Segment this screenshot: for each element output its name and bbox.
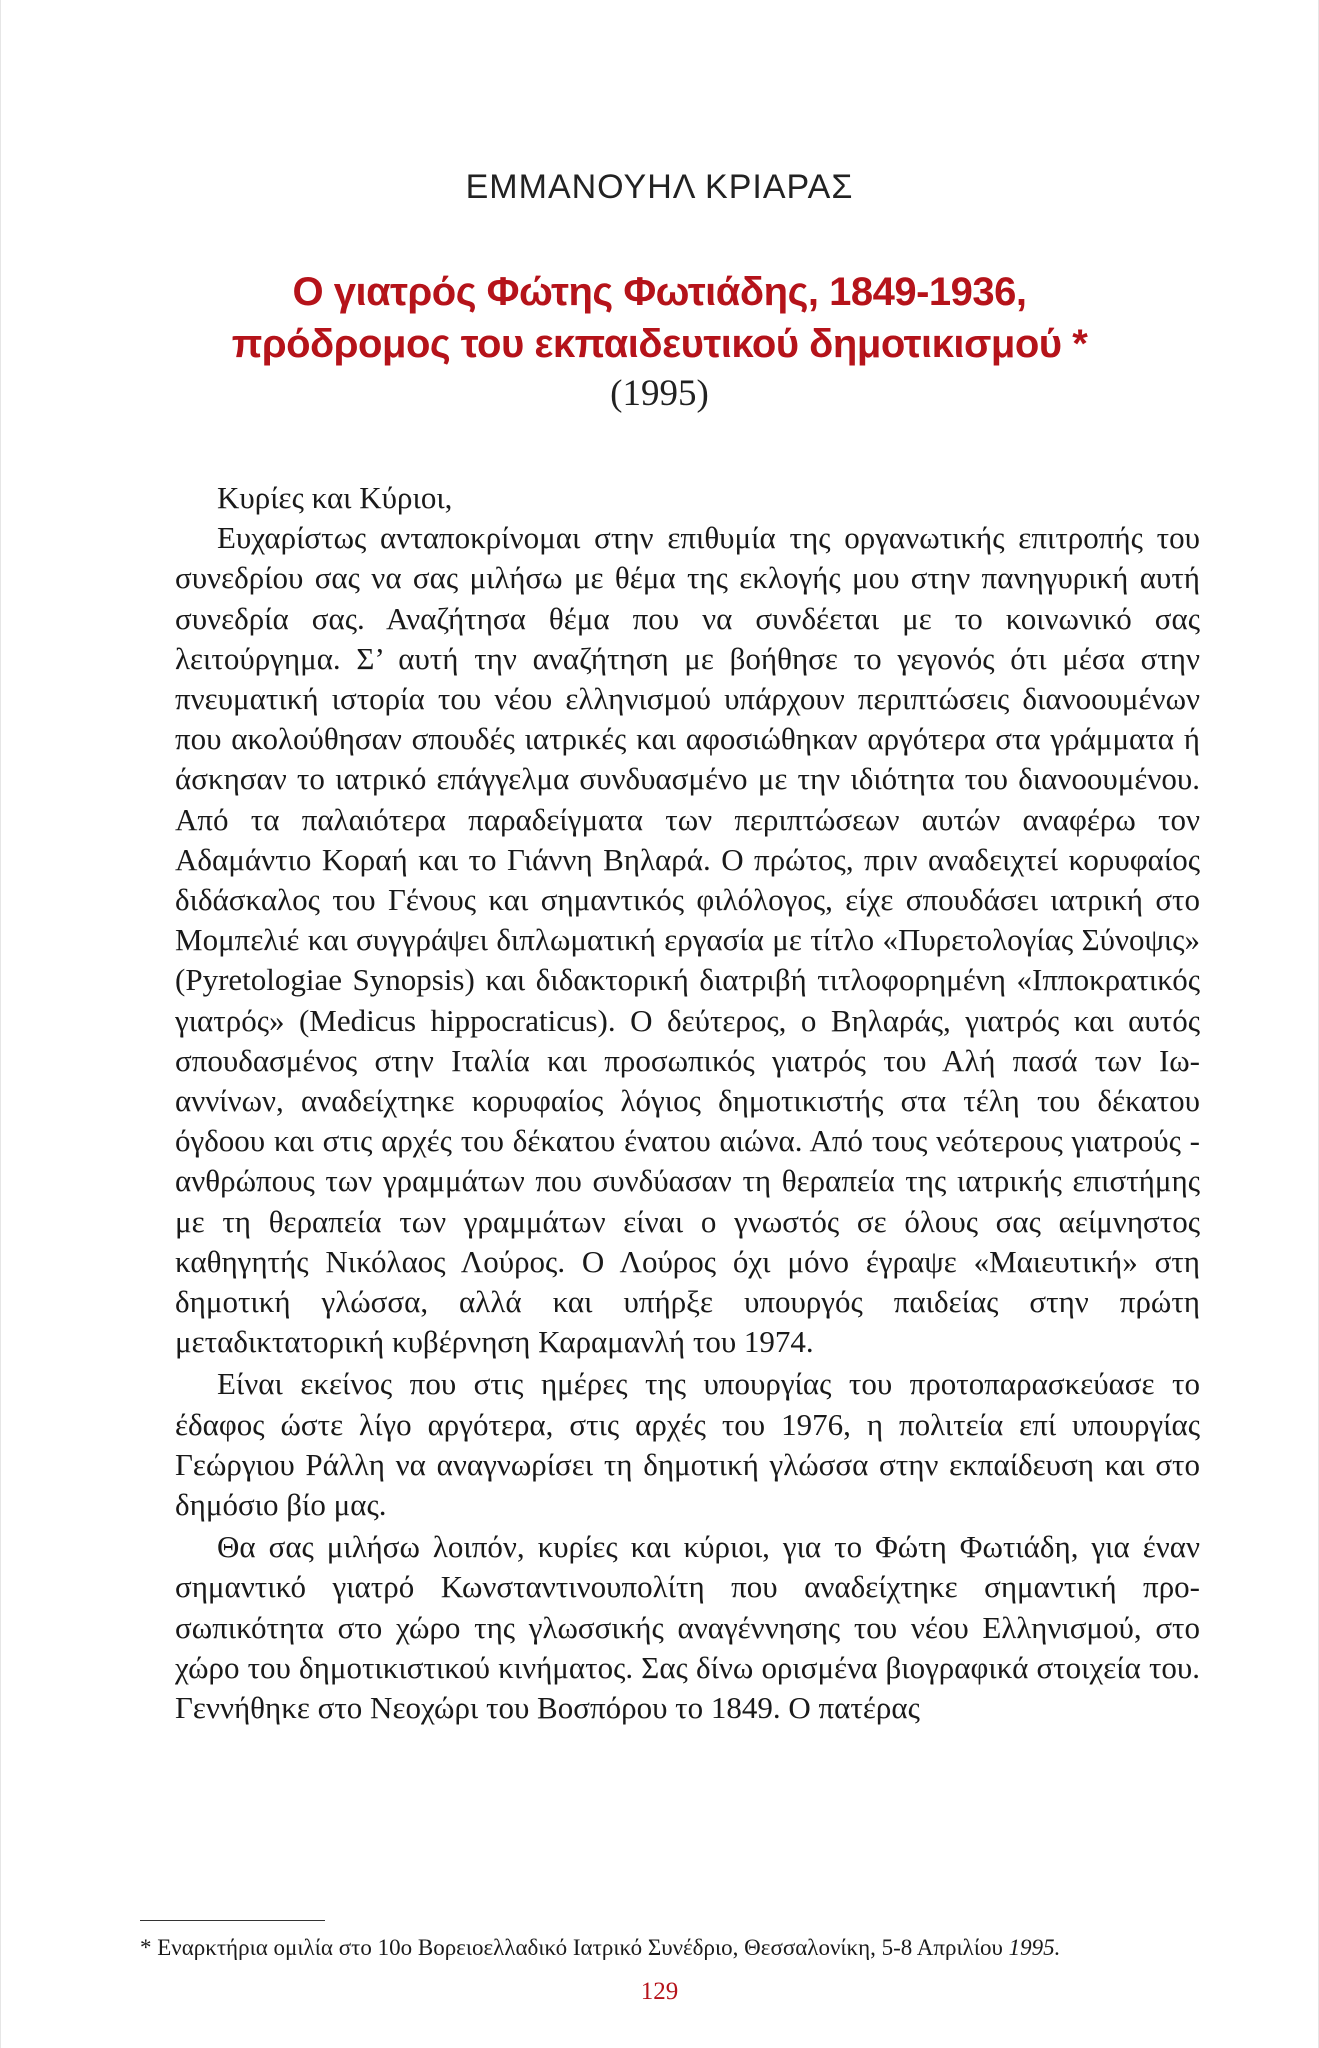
footnote-year: 1995. [1008,1935,1061,1960]
greeting: Κυρίες και Κύριοι, [217,480,453,515]
article-year: (1995) [610,373,709,414]
footnote [140,1932,1200,1963]
paragraph-1: Ευχαρίστως ανταποκρίνομαι στην επιθυμία της οργανωτικής επιτροπής του συνεδρίου σας να σας μιλήσω με θέμα της εκλογής μου στην πανηγυρική αυτή συνεδρία σας. Αναζήτησα θέμα που να συνδέεται με το κοινωνικό σας λειτούργημα. Σ’ αυτή την αναζήτηση με βοήθησε το γεγονός ότι μέσα στην πνευματική ιστορία του νέου ελληνισμού υπάρχουν περιπτώσεις διανοουμένων που ακολούθησαν σπουδές ιατρικές και αφοσιώθηκαν αργότερα στα γράμματα ή άσκησαν το ιατρικό επάγγελμα συνδυασμένο με την ιδιότητα του διανοουμένου. Από τα παλαιότερα παραδείγματα των περιπτώσεων αυτών αναφέρω τον Αδαμάντιο Κοραή και το Γιάννη Βηλαρά. Ο πρώτος, πριν αναδειχτεί κορυφαίος διδάσκαλος του Γένους και σημαντικός φιλόλογος, είχε σπουδάσει ιατρική στο Μομπελιέ και συγγράψει διπλωματική εργασία με τίτλο «Πυρετολογίας Σύνοψις» (Pyretologiae Synopsis) και διδακτορική διατριβή τιτλοφορημένη «Ιπποκρατικός γιατρός» (Medicus hippocraticus). Ο δεύτερος, ο Βηλαράς, γιατρός και αυτός σπουδασμένος στην Ιταλία και προσωπικός γιατρός του Αλή πασά των Ιωαννίνων, αναδείχτηκε κορυφαίος λόγιος δημοτικιστής στα τέλη του δέκατου όγδοου και στις αρχές του δέκατου ένατου αιώνα. Από τους νεότερους γιατρούς - ανθρώπους των γραμμάτων που συνδύασαν τη θεραπεία της ιατρικής επιστήμης με τη θεραπεία των γραμμάτων είναι ο γνωστός σε όλους σας αείμνηστος καθηγητής Νικόλαος Λούρος. Ο Λούρος όχι μόνο έγραψε «Μαιευτική» στη δημοτική γλώσσα, αλλά και υπήρξε υπουργός παιδείας στην πρώτη μεταδικτατορική κυβέρνηση Καραμανλή του 1974. [175,520,1200,1360]
footnote-divider [140,1920,325,1921]
article-title-line-2: πρόδρομος του εκπαιδευτικού δημοτικισμού * [231,322,1088,366]
page-number: 129 [640,1978,679,2005]
paragraph-2: Είναι εκείνος που στις ημέρες της υπουργίας του προτοπαρασκεύασε το έδαφος ώστε λίγο αργότερα, στις αρχές του 1976, η πολιτεία επί υπουργίας Γεώργιου Ράλλη να αναγνωρίσει τη δημοτική γλώσσα στην εκπαίδευση και στο δημόσιο βίο μας. [175,1366,1200,1523]
article-title-line-1: Ο γιατρός Φώτης Φωτιάδης, 1849-1936, [292,270,1027,314]
article-body [175,478,1200,1728]
author-name: ΕΜΜΑΝΟΥΗΛ ΚΡΙΑΡΑΣ [465,168,854,206]
footnote-text: * Εναρκτήρια ομιλία στο 10ο Βορειοελλαδικό Ιατρικό Συνέδριο, Θεσσαλονίκη, 5-8 Απριλίου [140,1935,1003,1960]
paragraph-3: Θα σας μιλήσω λοιπόν, κυρίες και κύριοι, για το Φώτη Φωτιάδη, για έναν σημαντικό γιατρό Κωνσταντινουπολίτη που αναδείχτηκε σημαντική προσωπικότητα στο χώρο της γλωσσικής αναγέννησης του νέου Ελληνισμού, στο χώρο του δημοτικιστικού κινήματος. Σας δίνω ορισμένα βιογραφικά στοιχεία του. Γεννήθηκε στο Νεοχώρι του Βοσπόρου το 1849. Ο πατέρας [175,1529,1200,1726]
